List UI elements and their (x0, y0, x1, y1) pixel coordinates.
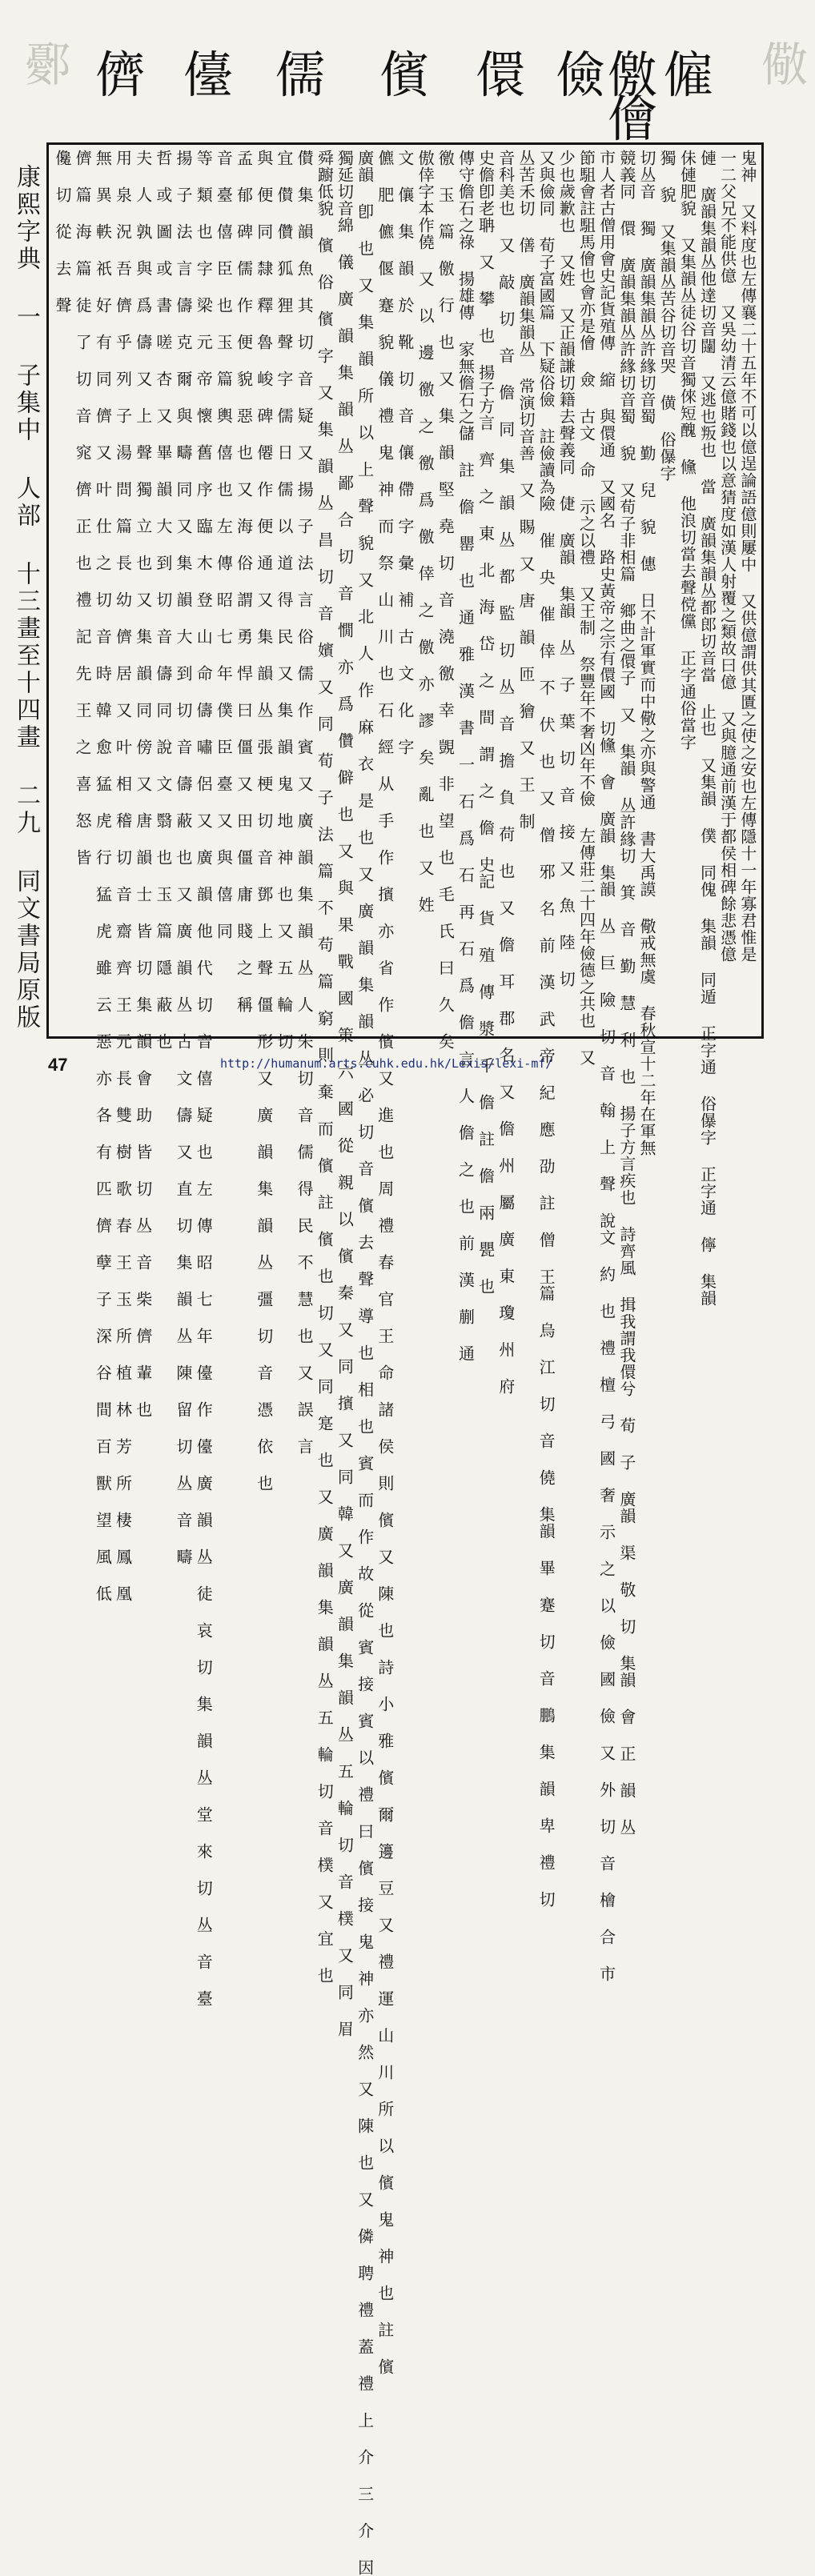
text-column: 夫 人 孰 與 爲 儔 又 上 聲 獨 立 也 又 集 韻 同 傍 又 唐 韻 士 皆 切 集 韻 會 助 皆 切 丛 音 柴 儕 輩 也 (133, 150, 153, 1418)
text-column: 切丛音 獨 廣韻集韻丛許緣切音蜀 勤 兒 貌 僡 日不計軍實而中儆之亦與警通 書大禹謨 儆戒無虞 春秋宣十二年在軍無 (636, 150, 656, 1156)
text-column: 等 類 也 字 梁 元 帝 懷 舊 序 臨 木 登 山 命 儔 嘯 侶 又 廣 韻 他 代 切 音 僖 疑 也 左 傳 昭 七 年 儓 作 儓 廣 韻 丛 徒 哀 切 集 韻 丛 堂 來 切 丛 音 臺 (194, 150, 214, 2007)
seal-glyph: 儉 (555, 46, 604, 104)
text-column: 舜躕低貌 儐 俗 儐 字 又 集 韻 丛 昌 切 音 嬪 又 同 荀 子 法 篇 不 苟 篇 窮 則 棄 而 儐 註 儐 也 切 又 同 寔 也 又 廣 韻 集 韻 丛 五 輪 切 音 樸 又 宜 也 (315, 150, 335, 1984)
seal-glyph-faint-right: 儆 (761, 38, 806, 92)
text-column: 音科美也 又 敲 切 音 儋 同 集 韻 丛 都 監 切 丛 音 擔 負 荷 也 又 儋 耳 郡 名 又 儋 州 屬 廣 東 瓊 州 府 (496, 150, 516, 1395)
seal-glyph: 儇 (475, 46, 524, 104)
page-number: 47 (48, 1055, 68, 1075)
seal-glyph: 儕 (94, 46, 143, 104)
text-column: 僆 廣韻集韻丛他達切音闥 又逃也叛也 當 廣韻集韻丛都郎切音當 止也 又集韻 僕 同傀 集韻 同遁 正字通 俗儤字 正字通 儜 集韻 (697, 150, 717, 1307)
seal-glyph: 儌 (607, 46, 656, 104)
text-column: 文 儴 集 韻 於 靴 切 音 儴 僀 字 彙 補 古 文 化 字 (395, 150, 415, 755)
text-column: 儕 篇 海 篇 徒 了 切 音 窕 儕 正 也 禮 記 先 王 之 喜 怒 皆 (73, 150, 93, 866)
seal-glyph: 僱 (663, 46, 712, 104)
text-column: 獨 貌 又集韻丛苦谷切音哭 僙 俗儤字 (657, 150, 677, 482)
text-column: 獨延切音綿 儀 廣 韻 集 韻 丛 鄙 合 切 音 憪 亦 爲 儹 僻 也 又 與 果 戰 國 策 六 國 從 親 以 儐 秦 又 同 擯 又 同 韓 又 廣 韻 集 韻 丛 五 輪 切 音 樸 又 同 眉 (335, 150, 355, 2037)
text-column: 哲 或 圖 或 書 嗟 杏 又 畢 韻 大 到 切 音 儔 同 說 文 翳 也 玉 篇 隱 蔽 也 (153, 150, 173, 1050)
text-column: 一二父兄不能供億 又吳幼清云億賭錢也以意猜度如漢人射覆之類故曰億 又與臆通前漢于都侯相碑餘悲憑億 (717, 150, 737, 963)
text-column: 史儋卽老聃 又 攀 也 揚子方言 齊 之 東 北 海 岱 之 間 謂 之 儋 史記 貨 殖 傳 漿 千 儋 註 儋 兩 甖 也 (476, 150, 496, 1295)
text-column: 無 異 軼 祇 好 有 同 儕 又 叶 仕 之 切 音 時 韓 愈 猛 虎 行 猛 虎 雖 云 惡 亦 各 有 匹 儕 孽 子 深 谷 間 百 獸 望 風 低 (93, 150, 113, 1602)
text-column: 鬼神 又料度也左傳襄二十五年不可以億逞論語億則屢中 又供億謂供其匱之使之安也左傳隱十一年寡君惟是 (737, 150, 757, 963)
seal-glyph: 儈 (607, 90, 656, 148)
text-column: 市人者古僧用會史記貨殖傳 縮 與儇通 又國名 路史黃帝之宗有儇國 切儵 會 廣韻 集韻 丛 巨 險 切 音 翰 上 聲 說文 約 也 禮 檀 弓 國 奢 示 之 以 儉 國 儉 又 外 切 音 檜 合 市 (596, 150, 616, 1982)
text-column: 廣韻 卽 也 又 集 韻 所 以 上 聲 貌 又 北 人 作 麻 衣 是 也 又 廣 韻 集 韻 丛 必 切 音 儐 去 聲 導 也 相 也 賓 而 作 故 從 賓 接 賓 以 禮 曰 儐 接 鬼 神 亦 然 又 陳 也 又 僯 聘 禮 蓋 禮 上 介 三 介 因 (355, 150, 375, 2576)
text-column: 佅僆肥貌 又集韻丛徒谷切音獨倈短醜 儵 他浪切當去聲傥儻 正字通俗當字 (677, 150, 697, 751)
seal-glyph: 儒 (275, 46, 323, 104)
text-column: 儳 切 從 去 聲 (53, 150, 72, 314)
text-column: 徼 玉 篇 儌 行 也 又 集 韻 堅 堯 切 音 澆 徼 幸 覬 非 望 也 毛 氏 曰 久 矣 (436, 150, 456, 1050)
seal-glyph-faint-left: 鄾 (24, 38, 70, 92)
text-column: 孟 郁 碑 儒 作 便 貌 惡 也 又 海 俗 謂 勇 悍 曰 僵 又 田 僵 庸 賤 之 稱 (234, 150, 254, 1013)
seal-glyph: 儓 (183, 46, 231, 104)
text-column: 音 臺 僖 臣 也 玉 篇 輿 僖 也 左 傳 昭 七 年 僕 臣 臺 又 與 僖 同 (214, 150, 234, 939)
text-column: 宜 儧 儹 狐 狸 聲 字 儒 日 儒 以 道 得 民 又 集 韻 鬼 地 神 也 又 五 輪 切 (274, 150, 294, 1050)
text-column: 儦 肥 儦 偃 蹇 貌 儀 禮 鬼 神 而 祭 山 川 也 石 經 从 手 作 擯 亦 省 作 儐 又 進 也 周 禮 春 官 王 命 諸 侯 則 儐 又 陳 也 詩 小 雅 儐 爾 籩 豆 又 禮 運 山 川 所 以 儐 鬼 神 也 註 儐 (375, 150, 395, 2375)
seal-script-header (24, 32, 806, 148)
side-title: 康熙字典 一 子集中 人部 十三畫至十四畫 二九 同文書局原版 (12, 164, 40, 1032)
text-column: 競義同 儇 廣韻集韻丛許緣切音蜀 貌 又荀子非相篇 鄉曲之儇子 又 集韻 丛許緣切 箕 音 勤 慧 利 也 揚子方言疾也 詩齊風 揖我謂我儇兮 荀 子 廣韻 渠 敬 切 集韻 會 正 韻 丛 (616, 150, 636, 1836)
text-column: 傲倖字本作僥 又 以 邊 徼 之 徼 爲 儌 倖 之 儌 亦 謬 矣 亂 也 又 姓 (416, 150, 436, 913)
text-column: 少也歲歉也 又姓 又正韻謙切籍去聲義同 倢 廣韻 集韻 丛 子 葉 切 音 接 又 魚 陸 切 (556, 150, 576, 988)
text-column: 揚 子 法 言 儔 克 爾 與 疇 同 又 集 韻 大 到 切 音 儔 蔽 也 又 廣 韻 丛 古 文 儔 又 直 切 集 韻 丛 陳 留 切 丛 音 疇 (174, 150, 194, 1565)
text-column: 丛苦禾切 僐 廣韻集韻丛 常演切音善 又 賜 又 唐 韻 匝 獪 又 王 制 (516, 150, 536, 830)
text-column: 與 便 同 隸 釋 魯 峻 碑 僊 作 便 通 又 集 韻 丛 張 梗 切 音 鄧 上 聲 僵 形 又 廣 韻 集 韻 丛 彊 切 音 憑 依 也 (254, 150, 274, 1492)
seal-glyph: 儐 (379, 46, 428, 104)
text-column: 儧 集 韻 魚 其 切 音 疑 又 揚 子 法 言 俗 儒 作 賓 又 廣 韻 集 韻 丛 人 朱 切 音 儒 得 民 不 慧 也 又 誤 言 (295, 150, 315, 1455)
text-column: 又與儉同 荀子富國篇 下疑俗儉 註儉讀為險 催 央 催 倖 不 伏 也 又 僧 邪 名 前 漢 武 帝 紀 應 劭 註 僧 王篇 烏 江 切 音 僥 集韻 畢 蹇 切 音 鵬 集 韻 卑 禮 切 (536, 150, 556, 1908)
text-column: 傳守儋石之祿 揚雄傳 家無儋石之儲 註 儋 罌 也 通 雅 漢 書 一 石 爲 石 再 石 爲 儋 言 人 儋 之 也 前 漢 蒯 通 (456, 150, 476, 1362)
text-column: 用 泉 況 吾 儕 乎 列 子 湯 問 篇 長 幼 儕 居 又 叶 相 稽 切 音 齋 齊 王 元 長 雙 樹 歌 春 王 玉 所 植 林 芳 所 棲 鳳 凰 (113, 150, 133, 1602)
text-column: 節駔會註駔馬儈也會亦是儈 僉 古文 命 示之以禮 又王制 祭豐年不奢凶年不儉 左傳莊二十四年儉德之共也 又 (576, 150, 596, 1066)
source-url[interactable]: http://humanum.arts.cuhk.edu.hk/Lexis/lexi-mf/ (220, 1056, 553, 1071)
